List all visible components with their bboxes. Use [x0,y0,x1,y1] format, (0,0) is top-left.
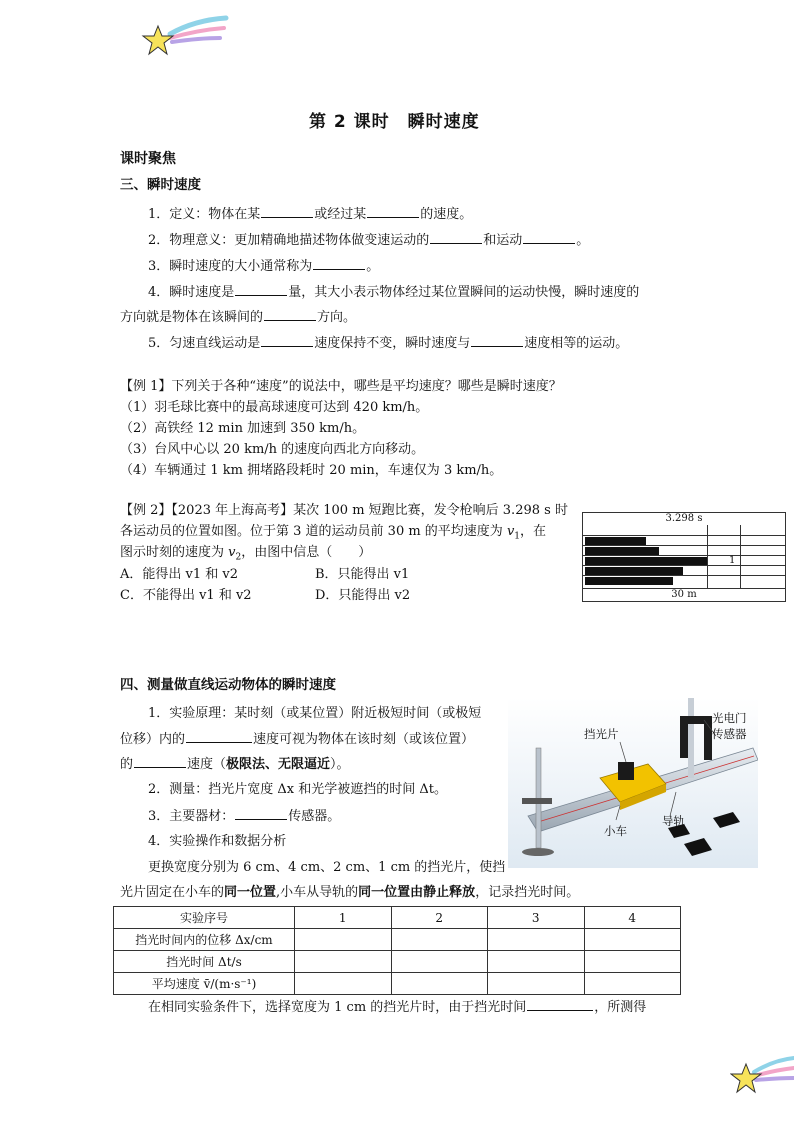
fill-blank [471,334,523,347]
text: 或经过某 [314,207,367,222]
emphasis: 同一位置 [224,885,277,900]
fill-blank [134,755,186,768]
table-cell[interactable] [295,973,392,995]
table-header-cell: 3 [488,907,585,929]
focus-heading: 课时聚焦 [120,151,176,167]
text: 速度可视为物体在该时刻（或该位置） [253,732,475,747]
final-line [148,998,646,1017]
fill-blank [527,998,593,1011]
text: 各运动员的位置如图。位于第 3 道的运动员前 30 m 的平均速度为 [120,524,507,539]
emphasis: 极限法、无限逼近 [226,757,331,772]
star-decoration-icon [140,12,230,62]
runner-bar [585,537,646,545]
subscript: 2 [235,552,242,563]
row-label: 挡光时间 Δt/s [114,951,295,973]
procedure-heading: 4．实验操作和数据分析 [148,834,287,849]
procedure-line [120,884,579,902]
uniform-motion-item [148,334,628,353]
example1-option: （1）羽毛球比赛中的最高球速度可达到 420 km/h。 [120,400,429,415]
text: 速度相等的运动。 [524,336,629,351]
table-cell[interactable] [488,951,585,973]
fill-blank [235,283,287,296]
choice-d: D．只能得出 v2 [315,588,411,603]
section3-heading: 三、瞬时速度 [120,177,201,193]
principle-line [120,730,474,749]
text: ，所测得 [594,1000,647,1015]
choice-a: A．能得出 v1 和 v2 [120,567,239,582]
example1-option: （3）台风中心以 20 km/h 的速度向西北方向移动。 [120,442,425,457]
table-cell[interactable] [488,973,585,995]
page-title: 第 2 课时 瞬时速度 [309,112,480,132]
text: ，记录挡光时间。 [475,885,580,900]
text: ）。 [330,757,350,772]
vector-item [148,283,639,302]
text: 2．物理意义：更加精确地描述物体做变速运动的 [148,233,430,248]
table-header-cell: 1 [295,907,392,929]
example1-question: 【例 1】下列关于各种“速度”的说法中，哪些是平均速度？哪些是瞬时速度？ [120,379,562,394]
text: 位移）内的 [120,732,186,747]
measure-line: 2．测量：挡光片宽度 Δx 和光学被遮挡的时间 Δt。 [148,782,448,797]
table-header-row [114,907,681,929]
text: 的 [120,757,134,772]
fill-blank [186,730,252,743]
text: ,小车从导轨的 [276,885,359,900]
table-row [114,973,681,995]
principle-line: 1．实验原理：某时刻（或某位置）附近极短时间（或极短 [148,706,482,721]
fill-blank [235,807,287,820]
table-cell[interactable] [391,951,488,973]
label-gate: 光电门 传感器 [712,711,747,741]
example2-line: 【例 2】【2023 年上海高考】某次 100 m 短跑比赛，发令枪响后 3.298 s 时 [120,503,568,518]
emphasis: 同一位置由静止释放 [358,885,476,900]
symbol: v [228,545,236,560]
label-slide: 挡光片 [584,727,619,741]
fill-blank [523,231,575,244]
label-rail: 导轨 [662,814,685,828]
fill-blank [264,308,316,321]
row-label: 平均速度 v̄/(m·s⁻¹) [114,973,295,995]
example1-option: （2）高铁经 12 min 加速到 350 km/h。 [120,421,366,436]
runner-bar [585,567,683,575]
fill-blank [430,231,482,244]
text: 图示时刻的速度为 [120,545,229,560]
runner-bar [585,557,707,565]
table-cell[interactable] [391,973,488,995]
table-cell[interactable] [584,973,681,995]
magnitude-item [148,257,379,276]
text: 和运动 [483,233,523,248]
fill-blank [367,205,419,218]
section4-heading: 四、测量做直线运动物体的瞬时速度 [120,677,336,693]
text: 的速度。 [420,207,473,222]
text: 速度保持不变，瞬时速度与 [314,336,471,351]
text: 速度（ [187,757,227,772]
table-header-cell: 4 [584,907,681,929]
table-cell[interactable] [295,929,392,951]
fill-blank [313,257,365,270]
example2-line [120,544,371,567]
text: ，由图中信息（ ） [241,545,372,560]
experiment-table [113,906,681,995]
text: 4．瞬时速度是 [148,285,235,300]
table-row [114,929,681,951]
text: 。 [576,233,590,248]
table-header-cell: 实验序号 [114,907,295,929]
star-decoration-icon [730,1050,794,1098]
lane-label: 1 [729,555,736,566]
time-label: 3.298 s [665,513,703,524]
example2-line [120,523,546,546]
lane-row [583,575,785,586]
text: 在相同实验条件下，选择宽度为 1 cm 的挡光片时，由于挡光时间 [148,1000,527,1015]
symbol: v [506,524,515,539]
runner-bar [585,547,659,555]
text: 光片固定在小车的 [120,885,225,900]
meaning-item [148,231,589,250]
runner-bar [585,577,673,585]
table-cell[interactable] [584,951,681,973]
text: 1．定义：物体在某 [148,207,261,222]
text: 。 [366,259,380,274]
text: 3．瞬时速度的大小通常称为 [148,259,313,274]
equipment-line [148,807,340,826]
text: 量，其大小表示物体经过某位置瞬间的运动快慢，瞬时速度的 [288,285,640,300]
label-cart: 小车 [604,824,627,838]
text: 方向。 [317,310,357,325]
table-cell[interactable] [488,929,585,951]
text: 方向就是物体在该瞬间的 [120,310,264,325]
choice-c: C．不能得出 v1 和 v2 [120,588,252,603]
table-cell[interactable] [391,929,488,951]
text: 3．主要器材： [148,809,235,824]
principle-line [120,755,350,774]
definition-item [148,205,472,224]
text: 传感器。 [288,809,341,824]
choice-b: B．只能得出 v1 [315,567,410,582]
table-row [114,951,681,973]
example1-option: （4）车辆通过 1 km 拥堵路段耗时 20 min，车速仅为 3 km/h。 [120,463,503,478]
row-label: 挡光时间内的位移 Δx/cm [114,929,295,951]
subscript: 1 [514,531,521,542]
lane-position-figure [582,512,786,602]
procedure-line: 更换宽度分别为 6 cm、4 cm、2 cm、1 cm 的挡光片，使挡 [148,860,506,875]
distance-label: 30 m [583,588,785,601]
fill-blank [261,334,313,347]
vector-item-cont [120,308,356,327]
table-cell[interactable] [584,929,681,951]
table-cell[interactable] [295,951,392,973]
table-header-cell: 2 [391,907,488,929]
text: ，在 [520,524,547,539]
fill-blank [261,205,313,218]
text: 5．匀速直线运动是 [148,336,261,351]
